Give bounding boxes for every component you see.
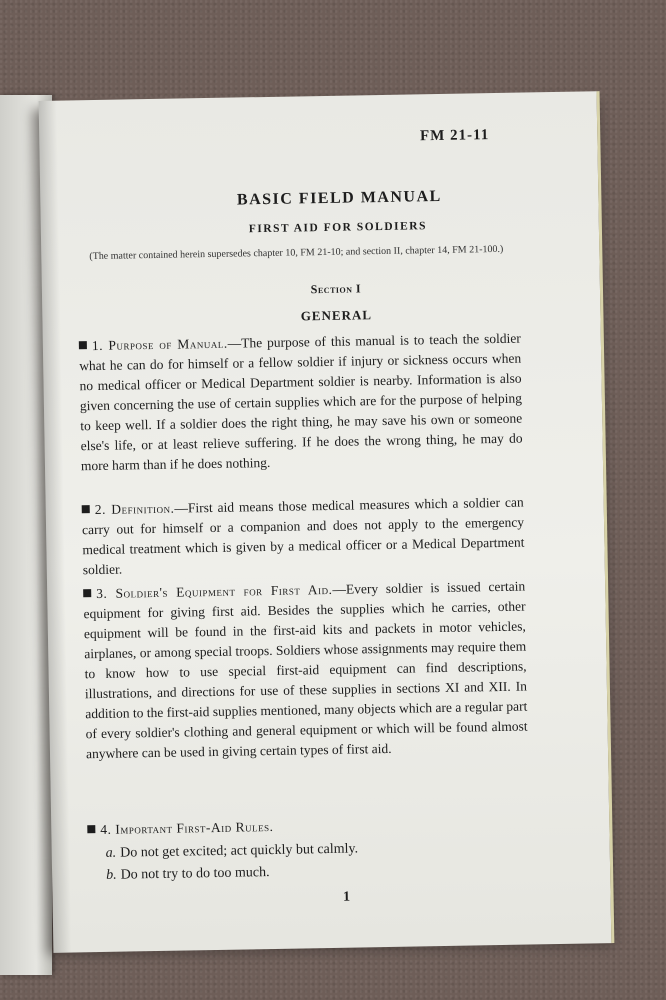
section-label: Section I (310, 281, 362, 297)
page-number: 1 (342, 889, 351, 905)
paragraph-head: 4. Important First-Aid Rules. (100, 818, 274, 837)
bullet-square-icon (87, 825, 95, 833)
bullet-square-icon (82, 505, 90, 513)
rule-letter: a. (105, 845, 117, 861)
rule-letter: b. (106, 867, 117, 883)
rule-text: Do not try to do too much. (120, 865, 270, 883)
paragraph-equipment (83, 577, 528, 765)
supersedes-note: (The matter contained herein supersedes chapter 10, FM 21-10; and section II, chapter 14, FM 21-100.) (89, 243, 504, 263)
manual-title: BASIC FIELD MANUAL (236, 187, 442, 209)
rule-item (106, 863, 270, 886)
paragraph-text: —First aid means those medical measures which a soldier can carry out for himself or a companion and does not apply to the emergency medical treatment which is given by a medical officer or a Medical Department soldier. (81, 494, 525, 578)
paragraph-head: 2. Definition. (94, 500, 175, 518)
bullet-square-icon (83, 589, 91, 597)
paragraph-rules (87, 813, 529, 841)
manual-page (39, 91, 615, 953)
paragraph-text: —The purpose of this manual is to teach the soldier what he can do for himself or a fellow soldier if injury or sickness occurs when no medical officer or Medical Department soldier is nearby. Information is also given concerning the use of certain supplies which are for the purpose of helping to keep well. If a soldier does the right thing, he may save his own or someone else's life, or at least relieve suffering. If he does the wrong thing, he may do more harm than if he does nothing. (79, 330, 523, 474)
manual-subtitle: FIRST AID FOR SOLDIERS (248, 220, 428, 236)
section-heading: GENERAL (300, 307, 373, 324)
paragraph-head: 1. Purpose of Manual. (91, 335, 228, 354)
rule-text: Do not get excited; act quickly but calmly. (120, 841, 359, 861)
manual-code: FM 21-11 (419, 127, 490, 145)
rule-item (106, 840, 359, 864)
paragraph-text: —Every soldier is issued certain equipment for giving first aid. Besides the supplies which he carries, other equipment will be found in the first-aid kits and packets in motor vehicles, airplanes, or among special troops. Soldiers whose assignments may require them to know how to use special first-aid equipment can find descriptions, illustrations, and directions for use of these supplies in sections XI and XII. In addition to the first-aid supplies mentioned, many objects which are a regular part of every soldier's clothing and general equipment or which will be found almost anywhere can be used in giving certain types of first aid. (83, 578, 528, 762)
paragraph-purpose (79, 329, 523, 477)
bullet-square-icon (79, 341, 87, 349)
paragraph-definition (82, 493, 525, 581)
paragraph-head: 3. Soldier's Equipment for First Aid. (96, 581, 333, 602)
